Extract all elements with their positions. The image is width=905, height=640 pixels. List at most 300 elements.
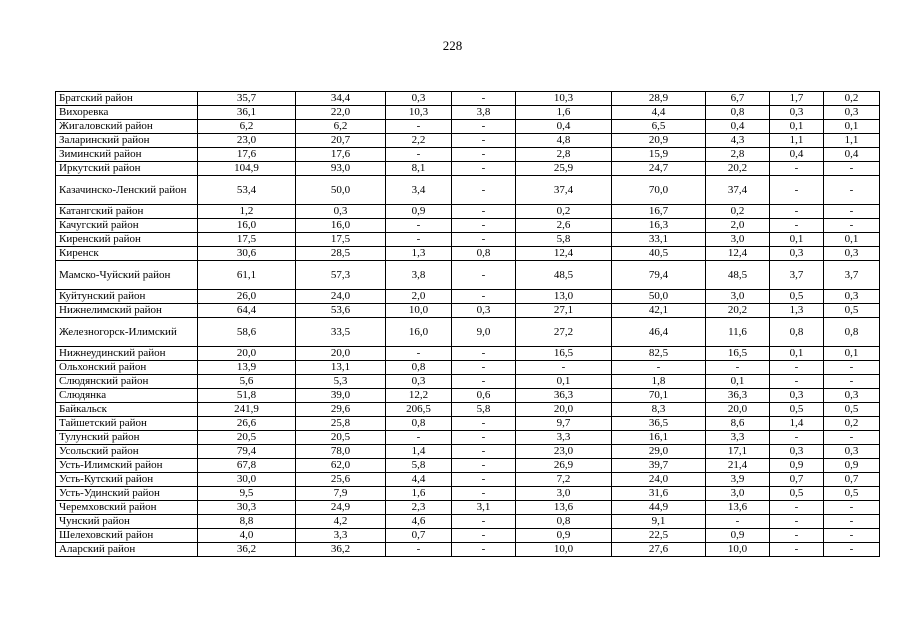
- value-cell: -: [452, 361, 516, 375]
- value-cell: 16,3: [612, 219, 706, 233]
- value-cell: -: [824, 205, 880, 219]
- value-cell: 13,1: [296, 361, 386, 375]
- value-cell: 3,9: [706, 473, 770, 487]
- value-cell: 64,4: [198, 304, 296, 318]
- value-cell: 241,9: [198, 403, 296, 417]
- value-cell: 6,2: [296, 120, 386, 134]
- value-cell: 20,0: [198, 347, 296, 361]
- value-cell: -: [452, 148, 516, 162]
- value-cell: -: [824, 361, 880, 375]
- table-row: [56, 176, 880, 205]
- value-cell: -: [452, 543, 516, 557]
- value-cell: -: [706, 515, 770, 529]
- value-cell: 4,4: [386, 473, 452, 487]
- value-cell: -: [452, 529, 516, 543]
- value-cell: 50,0: [612, 290, 706, 304]
- value-cell: -: [824, 501, 880, 515]
- value-cell: 0,1: [770, 347, 824, 361]
- value-cell: 0,7: [824, 473, 880, 487]
- value-cell: 6,7: [706, 92, 770, 106]
- value-cell: 31,6: [612, 487, 706, 501]
- value-cell: 8,3: [612, 403, 706, 417]
- value-cell: -: [452, 347, 516, 361]
- table-row: [56, 92, 880, 106]
- value-cell: 0,3: [770, 247, 824, 261]
- value-cell: 29,0: [612, 445, 706, 459]
- value-cell: 37,4: [706, 176, 770, 205]
- value-cell: 11,6: [706, 318, 770, 347]
- value-cell: 0,3: [770, 445, 824, 459]
- value-cell: 5,6: [198, 375, 296, 389]
- value-cell: 0,5: [770, 290, 824, 304]
- value-cell: 36,5: [612, 417, 706, 431]
- value-cell: 28,9: [612, 92, 706, 106]
- value-cell: 5,3: [296, 375, 386, 389]
- value-cell: 104,9: [198, 162, 296, 176]
- value-cell: -: [770, 205, 824, 219]
- value-cell: 3,0: [706, 290, 770, 304]
- value-cell: 0,3: [824, 247, 880, 261]
- value-cell: 0,9: [770, 459, 824, 473]
- value-cell: 36,1: [198, 106, 296, 120]
- value-cell: 30,0: [198, 473, 296, 487]
- value-cell: 23,0: [516, 445, 612, 459]
- value-cell: -: [770, 529, 824, 543]
- value-cell: -: [770, 501, 824, 515]
- value-cell: 1,3: [386, 247, 452, 261]
- value-cell: 10,3: [516, 92, 612, 106]
- value-cell: -: [386, 233, 452, 247]
- value-cell: 33,1: [612, 233, 706, 247]
- value-cell: 13,9: [198, 361, 296, 375]
- value-cell: 12,2: [386, 389, 452, 403]
- value-cell: 1,6: [516, 106, 612, 120]
- value-cell: -: [824, 515, 880, 529]
- value-cell: 5,8: [516, 233, 612, 247]
- value-cell: 4,2: [296, 515, 386, 529]
- district-name-cell: Усольский район: [56, 445, 198, 459]
- value-cell: 0,8: [386, 361, 452, 375]
- district-name-cell: Вихоревка: [56, 106, 198, 120]
- value-cell: 0,7: [770, 473, 824, 487]
- value-cell: -: [386, 431, 452, 445]
- value-cell: 16,5: [516, 347, 612, 361]
- value-cell: 16,0: [198, 219, 296, 233]
- value-cell: 82,5: [612, 347, 706, 361]
- value-cell: 20,0: [516, 403, 612, 417]
- district-name-cell: Иркутский район: [56, 162, 198, 176]
- value-cell: 3,3: [516, 431, 612, 445]
- value-cell: 36,3: [516, 389, 612, 403]
- value-cell: 0,1: [706, 375, 770, 389]
- value-cell: -: [386, 219, 452, 233]
- value-cell: 17,5: [296, 233, 386, 247]
- value-cell: -: [770, 375, 824, 389]
- table-row: [56, 543, 880, 557]
- page-number: 228: [442, 38, 463, 53]
- value-cell: 53,6: [296, 304, 386, 318]
- value-cell: 3,7: [824, 261, 880, 290]
- value-cell: 0,3: [824, 445, 880, 459]
- table-row: [56, 473, 880, 487]
- value-cell: 48,5: [516, 261, 612, 290]
- value-cell: 7,2: [516, 473, 612, 487]
- value-cell: 29,6: [296, 403, 386, 417]
- value-cell: 16,0: [296, 219, 386, 233]
- table-row: [56, 487, 880, 501]
- value-cell: 20,7: [296, 134, 386, 148]
- value-cell: -: [706, 361, 770, 375]
- value-cell: -: [824, 176, 880, 205]
- value-cell: 0,8: [386, 417, 452, 431]
- value-cell: 17,1: [706, 445, 770, 459]
- value-cell: 16,5: [706, 347, 770, 361]
- table-row: [56, 361, 880, 375]
- value-cell: 0,5: [824, 304, 880, 318]
- value-cell: 17,5: [198, 233, 296, 247]
- district-name-cell: Усть-Илимский район: [56, 459, 198, 473]
- value-cell: 40,5: [612, 247, 706, 261]
- district-name-cell: Качугский район: [56, 219, 198, 233]
- value-cell: 27,2: [516, 318, 612, 347]
- value-cell: 0,9: [516, 529, 612, 543]
- value-cell: 0,9: [824, 459, 880, 473]
- value-cell: 25,9: [516, 162, 612, 176]
- value-cell: 0,4: [770, 148, 824, 162]
- district-name-cell: Киренский район: [56, 233, 198, 247]
- value-cell: 9,7: [516, 417, 612, 431]
- value-cell: 28,5: [296, 247, 386, 261]
- value-cell: 0,3: [824, 290, 880, 304]
- value-cell: -: [386, 120, 452, 134]
- value-cell: 46,4: [612, 318, 706, 347]
- value-cell: 20,0: [706, 403, 770, 417]
- value-cell: 13,0: [516, 290, 612, 304]
- value-cell: 1,1: [770, 134, 824, 148]
- value-cell: 2,8: [516, 148, 612, 162]
- value-cell: 79,4: [612, 261, 706, 290]
- table-row: [56, 261, 880, 290]
- district-name-cell: Аларский район: [56, 543, 198, 557]
- value-cell: 3,0: [706, 487, 770, 501]
- value-cell: 0,4: [706, 120, 770, 134]
- value-cell: 34,4: [296, 92, 386, 106]
- value-cell: -: [452, 417, 516, 431]
- value-cell: 50,0: [296, 176, 386, 205]
- table-row: [56, 375, 880, 389]
- data-table: [55, 91, 880, 557]
- table-row: [56, 106, 880, 120]
- value-cell: 30,3: [198, 501, 296, 515]
- district-name-cell: Казачинско-Ленский район: [56, 176, 198, 205]
- value-cell: -: [452, 473, 516, 487]
- table-body: [56, 92, 880, 557]
- district-name-cell: Слюдянский район: [56, 375, 198, 389]
- value-cell: 44,9: [612, 501, 706, 515]
- district-name-cell: Жигаловский район: [56, 120, 198, 134]
- table-row: [56, 120, 880, 134]
- value-cell: 16,0: [386, 318, 452, 347]
- value-cell: 0,9: [386, 205, 452, 219]
- value-cell: 20,2: [706, 304, 770, 318]
- value-cell: -: [452, 431, 516, 445]
- value-cell: 1,2: [198, 205, 296, 219]
- value-cell: 36,3: [706, 389, 770, 403]
- value-cell: 39,0: [296, 389, 386, 403]
- value-cell: 26,9: [516, 459, 612, 473]
- value-cell: 13,6: [706, 501, 770, 515]
- value-cell: 20,2: [706, 162, 770, 176]
- value-cell: 3,1: [452, 501, 516, 515]
- value-cell: -: [386, 148, 452, 162]
- value-cell: 67,8: [198, 459, 296, 473]
- value-cell: -: [452, 487, 516, 501]
- value-cell: 27,1: [516, 304, 612, 318]
- value-cell: -: [824, 219, 880, 233]
- district-name-cell: Братский район: [56, 92, 198, 106]
- district-name-cell: Черемховский район: [56, 501, 198, 515]
- value-cell: -: [452, 92, 516, 106]
- value-cell: -: [824, 529, 880, 543]
- value-cell: -: [452, 176, 516, 205]
- value-cell: 20,9: [612, 134, 706, 148]
- value-cell: 24,7: [612, 162, 706, 176]
- value-cell: 0,3: [386, 92, 452, 106]
- value-cell: -: [770, 431, 824, 445]
- table-row: [56, 347, 880, 361]
- value-cell: 48,5: [706, 261, 770, 290]
- table-row: [56, 459, 880, 473]
- value-cell: -: [452, 290, 516, 304]
- value-cell: -: [386, 543, 452, 557]
- value-cell: 57,3: [296, 261, 386, 290]
- table-row: [56, 431, 880, 445]
- value-cell: 0,8: [770, 318, 824, 347]
- value-cell: 0,1: [824, 120, 880, 134]
- value-cell: -: [452, 219, 516, 233]
- value-cell: 3,8: [386, 261, 452, 290]
- value-cell: 0,9: [706, 529, 770, 543]
- value-cell: 2,8: [706, 148, 770, 162]
- value-cell: 0,1: [824, 347, 880, 361]
- value-cell: 10,0: [386, 304, 452, 318]
- value-cell: 5,8: [452, 403, 516, 417]
- value-cell: 27,6: [612, 543, 706, 557]
- value-cell: 79,4: [198, 445, 296, 459]
- table-row: [56, 515, 880, 529]
- value-cell: 20,0: [296, 347, 386, 361]
- value-cell: 10,0: [516, 543, 612, 557]
- value-cell: 36,2: [296, 543, 386, 557]
- table-row: [56, 389, 880, 403]
- value-cell: 26,6: [198, 417, 296, 431]
- value-cell: 3,3: [706, 431, 770, 445]
- value-cell: 0,3: [452, 304, 516, 318]
- table-row: [56, 318, 880, 347]
- value-cell: 15,9: [612, 148, 706, 162]
- district-name-cell: Киренск: [56, 247, 198, 261]
- value-cell: 4,6: [386, 515, 452, 529]
- value-cell: 70,1: [612, 389, 706, 403]
- value-cell: 13,6: [516, 501, 612, 515]
- value-cell: -: [452, 205, 516, 219]
- value-cell: 0,4: [824, 148, 880, 162]
- value-cell: 17,6: [296, 148, 386, 162]
- value-cell: 0,1: [824, 233, 880, 247]
- value-cell: 51,8: [198, 389, 296, 403]
- table-row: [56, 445, 880, 459]
- value-cell: 0,4: [516, 120, 612, 134]
- district-name-cell: Куйтунский район: [56, 290, 198, 304]
- district-name-cell: Железногорск-Илимский: [56, 318, 198, 347]
- value-cell: 0,5: [770, 487, 824, 501]
- value-cell: -: [452, 459, 516, 473]
- value-cell: 42,1: [612, 304, 706, 318]
- district-name-cell: Шелеховский район: [56, 529, 198, 543]
- table-row: [56, 205, 880, 219]
- district-name-cell: Тулунский район: [56, 431, 198, 445]
- district-name-cell: Заларинский район: [56, 134, 198, 148]
- value-cell: 93,0: [296, 162, 386, 176]
- value-cell: 0,3: [824, 389, 880, 403]
- value-cell: 3,7: [770, 261, 824, 290]
- value-cell: 10,3: [386, 106, 452, 120]
- value-cell: 2,0: [386, 290, 452, 304]
- value-cell: 62,0: [296, 459, 386, 473]
- district-name-cell: Мамско-Чуйский район: [56, 261, 198, 290]
- value-cell: -: [824, 162, 880, 176]
- value-cell: 12,4: [516, 247, 612, 261]
- value-cell: 0,8: [516, 515, 612, 529]
- value-cell: 2,6: [516, 219, 612, 233]
- value-cell: 206,5: [386, 403, 452, 417]
- value-cell: 6,5: [612, 120, 706, 134]
- table-row: [56, 417, 880, 431]
- value-cell: 61,1: [198, 261, 296, 290]
- value-cell: 0,2: [824, 92, 880, 106]
- value-cell: 26,0: [198, 290, 296, 304]
- table-row: [56, 148, 880, 162]
- value-cell: 22,0: [296, 106, 386, 120]
- value-cell: 3,4: [386, 176, 452, 205]
- value-cell: 0,5: [824, 403, 880, 417]
- value-cell: 0,3: [770, 106, 824, 120]
- value-cell: 37,4: [516, 176, 612, 205]
- value-cell: -: [516, 361, 612, 375]
- value-cell: 22,5: [612, 529, 706, 543]
- value-cell: 24,0: [612, 473, 706, 487]
- value-cell: 58,6: [198, 318, 296, 347]
- value-cell: 36,2: [198, 543, 296, 557]
- value-cell: 1,1: [824, 134, 880, 148]
- table-row: [56, 219, 880, 233]
- value-cell: 16,1: [612, 431, 706, 445]
- value-cell: 1,4: [386, 445, 452, 459]
- value-cell: 33,5: [296, 318, 386, 347]
- value-cell: 3,0: [516, 487, 612, 501]
- value-cell: 0,8: [706, 106, 770, 120]
- district-name-cell: Усть-Удинский район: [56, 487, 198, 501]
- value-cell: 6,2: [198, 120, 296, 134]
- value-cell: 9,5: [198, 487, 296, 501]
- table-row: [56, 162, 880, 176]
- value-cell: 4,3: [706, 134, 770, 148]
- table-row: [56, 247, 880, 261]
- value-cell: 39,7: [612, 459, 706, 473]
- value-cell: 25,8: [296, 417, 386, 431]
- value-cell: 9,0: [452, 318, 516, 347]
- value-cell: -: [612, 361, 706, 375]
- value-cell: 25,6: [296, 473, 386, 487]
- value-cell: -: [386, 347, 452, 361]
- value-cell: 0,2: [824, 417, 880, 431]
- district-name-cell: Байкальск: [56, 403, 198, 417]
- value-cell: -: [452, 120, 516, 134]
- value-cell: 0,1: [770, 120, 824, 134]
- value-cell: 0,3: [770, 389, 824, 403]
- district-name-cell: Чунский район: [56, 515, 198, 529]
- value-cell: 2,0: [706, 219, 770, 233]
- value-cell: -: [824, 543, 880, 557]
- value-cell: 16,7: [612, 205, 706, 219]
- district-name-cell: Нижнеудинский район: [56, 347, 198, 361]
- value-cell: -: [452, 261, 516, 290]
- value-cell: 0,3: [386, 375, 452, 389]
- value-cell: 10,0: [706, 543, 770, 557]
- value-cell: 20,5: [198, 431, 296, 445]
- value-cell: 1,7: [770, 92, 824, 106]
- value-cell: 78,0: [296, 445, 386, 459]
- value-cell: -: [452, 134, 516, 148]
- value-cell: 8,1: [386, 162, 452, 176]
- value-cell: 0,1: [770, 233, 824, 247]
- value-cell: 24,9: [296, 501, 386, 515]
- value-cell: 0,8: [824, 318, 880, 347]
- value-cell: 0,2: [516, 205, 612, 219]
- value-cell: 1,6: [386, 487, 452, 501]
- table-row: [56, 233, 880, 247]
- value-cell: 12,4: [706, 247, 770, 261]
- value-cell: 0,3: [296, 205, 386, 219]
- value-cell: -: [770, 543, 824, 557]
- table-row: [56, 304, 880, 318]
- value-cell: 5,8: [386, 459, 452, 473]
- value-cell: 0,1: [516, 375, 612, 389]
- district-name-cell: Слюдянка: [56, 389, 198, 403]
- value-cell: 1,8: [612, 375, 706, 389]
- value-cell: 35,7: [198, 92, 296, 106]
- value-cell: -: [770, 162, 824, 176]
- value-cell: -: [452, 375, 516, 389]
- value-cell: 21,4: [706, 459, 770, 473]
- value-cell: 0,7: [386, 529, 452, 543]
- value-cell: -: [452, 233, 516, 247]
- value-cell: 4,4: [612, 106, 706, 120]
- value-cell: 2,3: [386, 501, 452, 515]
- value-cell: -: [452, 162, 516, 176]
- value-cell: 24,0: [296, 290, 386, 304]
- value-cell: -: [452, 515, 516, 529]
- value-cell: 7,9: [296, 487, 386, 501]
- district-name-cell: Ольхонский район: [56, 361, 198, 375]
- value-cell: 0,3: [824, 106, 880, 120]
- value-cell: 3,8: [452, 106, 516, 120]
- district-name-cell: Тайшетский район: [56, 417, 198, 431]
- table-row: [56, 403, 880, 417]
- value-cell: -: [824, 431, 880, 445]
- value-cell: -: [770, 361, 824, 375]
- value-cell: 20,5: [296, 431, 386, 445]
